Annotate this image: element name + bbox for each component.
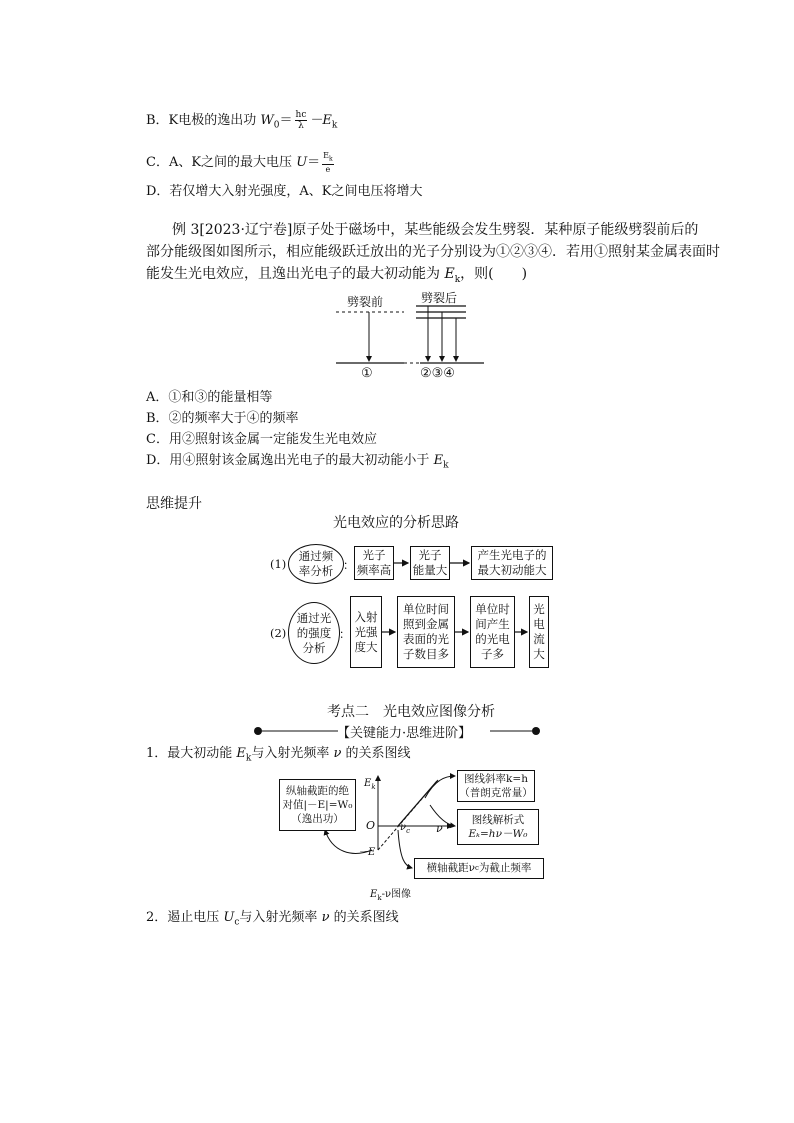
cutoff-box-head: 横轴截距ν — [426, 862, 475, 874]
caption-var: E — [370, 889, 378, 900]
arrow-to-cutoff-box — [398, 830, 412, 868]
caption-sub: k — [377, 894, 382, 902]
nu-c-var: ν — [400, 822, 407, 833]
row1-box-max-ke: 产生光电子的 最大初动能大 — [471, 546, 553, 580]
item1-nu: ν — [333, 746, 342, 761]
neg-e-label: －E — [358, 847, 376, 858]
item2-a: 2．遏止电压 — [146, 910, 224, 925]
row2-number: (2) — [270, 626, 287, 640]
formula-box-eq: Eₖ=hν－W₀ — [468, 828, 528, 840]
intercept-box: 纵轴截距的绝 对值|－E|=W₀ （逸出功） — [279, 779, 356, 831]
row2-box-intensity: 入射 光强 度大 — [350, 596, 382, 668]
option-d: D．若仅增大入射光强度，A、K之间电压将增大 — [146, 184, 423, 199]
row2-colon: ： — [339, 627, 351, 641]
item1-sub: k — [245, 753, 252, 764]
item2-var: U — [223, 910, 235, 925]
caption-tail: -ν图像 — [381, 889, 412, 900]
nu-c-sub: c — [406, 827, 411, 835]
section2-banner: 【关键能力·思维进阶】 — [337, 726, 472, 741]
row2-box-electron-count: 单位时 间产生 的光电 子多 — [470, 596, 515, 668]
cutoff-box-sub: c — [474, 864, 479, 872]
item2-b: 与入射光频率 — [239, 910, 322, 925]
example3-line1: 例 3[2023·辽宁卷]原子处于磁场中，某些能级会发生劈裂．某种原子能级劈裂前后的 — [172, 222, 699, 238]
mark-234: ②③④ — [420, 366, 455, 381]
nu-c-label — [400, 822, 410, 835]
row1-box-photon-energy: 光子 能量大 — [410, 546, 450, 580]
item1-c: 的关系图线 — [341, 746, 411, 761]
example3-line3-a: 能发生光电效应，且逸出光电子的最大初动能为 — [146, 266, 445, 282]
option-b-num: hc — [295, 110, 307, 120]
slope-box: 图线斜率k=h （普朗克常量） — [457, 770, 535, 802]
row2-oval: 通过光 的强度 分析 — [288, 602, 340, 664]
graph-caption — [370, 885, 411, 902]
item2-sub: c — [234, 917, 240, 928]
option-b-minus: －E — [309, 113, 332, 128]
option-b-sub2: k — [331, 120, 338, 131]
row1-box-photon-frequency: 光子 频率高 — [354, 546, 394, 580]
axis-ek-sub: k — [371, 783, 376, 791]
item1-var: E — [236, 746, 246, 761]
formula-box-title: 图线解析式 — [471, 814, 525, 826]
row2-box-photon-count: 单位时间 照到金属 表面的光 子数目多 — [397, 596, 455, 668]
axis-ek-label — [364, 778, 376, 791]
option-b-eq: ＝ — [279, 113, 293, 128]
choice-b: B．②的频率大于④的频率 — [146, 411, 299, 426]
item2-c: 的关系图线 — [329, 910, 399, 925]
item1-b: 与入射光频率 — [251, 746, 334, 761]
section2-title: 考点二 光电效应图像分析 — [327, 704, 495, 720]
choice-c: C．用②照射该金属一定能发生光电效应 — [146, 432, 377, 447]
origin-label: O — [366, 819, 376, 832]
example3-line2: 部分能级图如图所示，相应能级跃迁放出的光子分别设为①②③④．若用①照射某金属表面时 — [146, 244, 720, 260]
formula-box — [457, 809, 539, 845]
row1-oval: 通过频 率分析 — [288, 544, 344, 584]
nu-axis-label: ν — [436, 822, 443, 835]
thinking-heading: 思维提升 — [146, 496, 202, 512]
option-c-num-sub: k — [329, 155, 333, 163]
label-after-split: 劈裂后 — [421, 291, 458, 305]
row1-colon: ： — [343, 558, 355, 572]
example3-line3-sub: k — [454, 274, 461, 285]
option-c-num: E — [323, 151, 330, 160]
example3-line3-var: E — [444, 266, 455, 282]
item2-nu: ν — [321, 910, 330, 925]
option-b-var: W — [260, 113, 274, 128]
cutoff-box-tail: 为截止频率 — [478, 862, 532, 874]
option-c-eq: ＝ — [307, 154, 321, 170]
label-before-split: 劈裂前 — [347, 295, 384, 309]
mark-1: ① — [361, 366, 373, 381]
choice-a: A．①和③的能量相等 — [146, 390, 273, 405]
choice-d-var: E — [433, 453, 444, 468]
option-b-den: λ — [298, 121, 304, 131]
option-b-prefix: B．K电极的逸出功 — [146, 113, 261, 128]
ek-line — [398, 781, 437, 826]
row2-box-current: 光 电 流 大 — [529, 596, 549, 668]
flow-title: 光电效应的分析思路 — [333, 515, 459, 531]
arrow-to-slope-box — [425, 776, 455, 798]
option-c-var: U — [296, 154, 308, 170]
item1-a: 1．最大初动能 — [146, 746, 237, 761]
cutoff-box — [414, 858, 544, 879]
row1-number: (1) — [270, 557, 287, 571]
option-c-den: e — [325, 164, 331, 174]
example3-line3-b: ，则( ) — [460, 266, 528, 282]
option-c-prefix: C．A、K之间的最大电压 — [146, 154, 297, 170]
axis-ek-var: E — [364, 778, 372, 789]
choice-d-sub: k — [443, 460, 449, 471]
choice-d-text: D．用④照射该金属逸出光电子的最大初动能小于 — [146, 453, 434, 468]
option-b-sub: 0 — [273, 120, 280, 131]
item2-heading — [146, 910, 399, 931]
